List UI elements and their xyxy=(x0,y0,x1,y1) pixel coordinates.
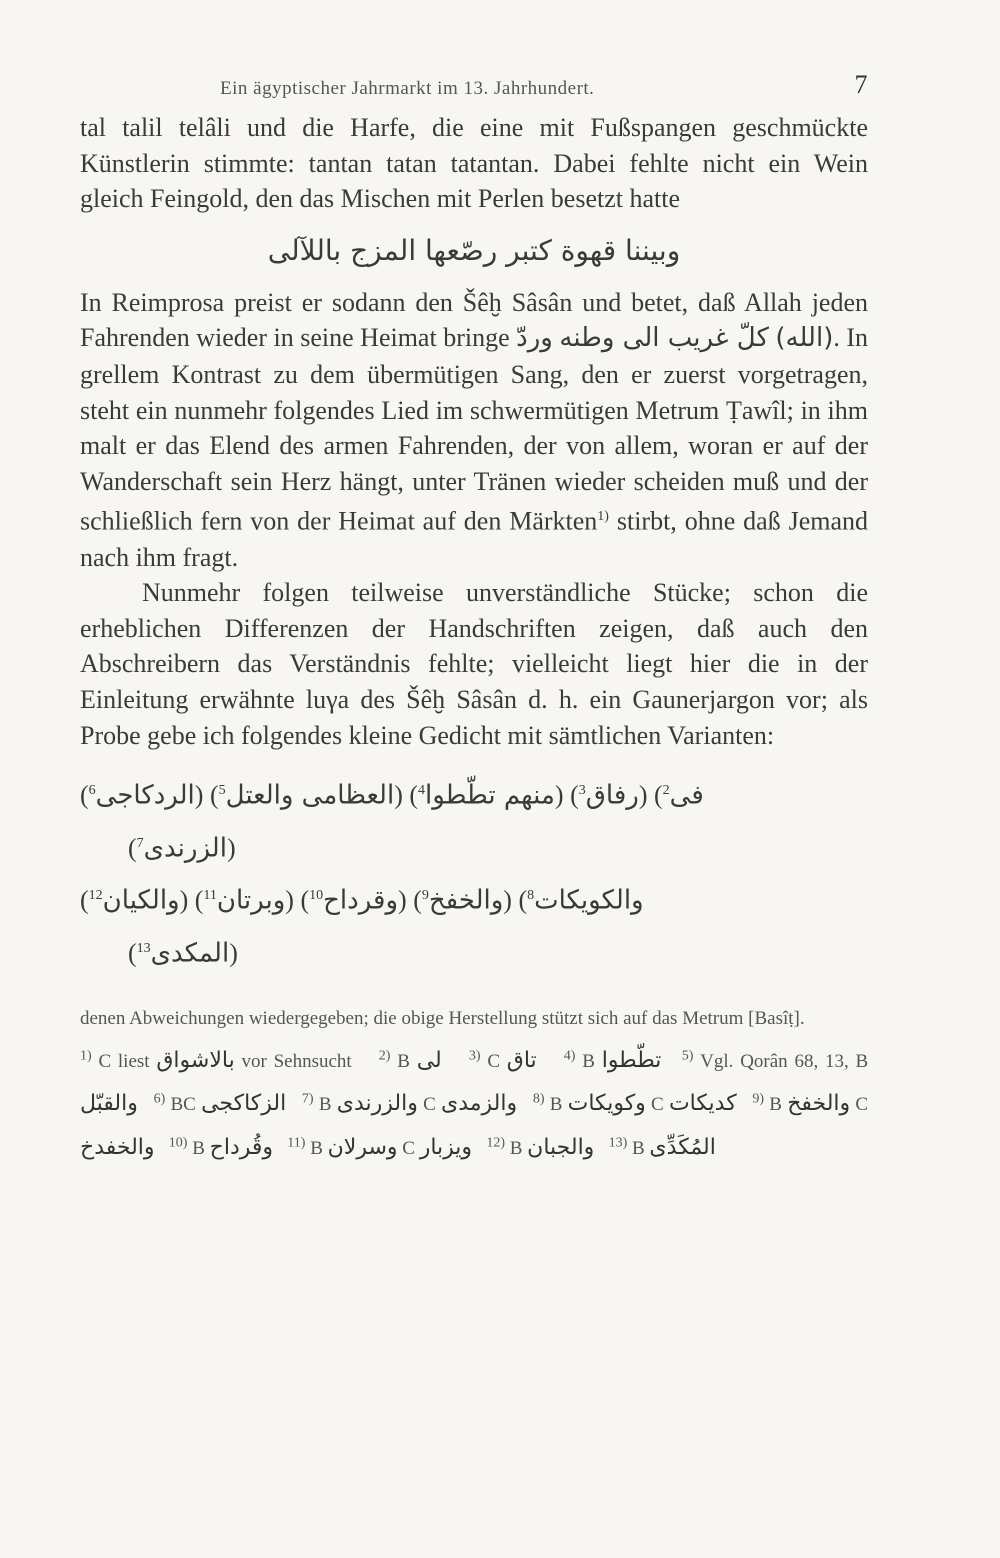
footnotes xyxy=(80,1000,868,1168)
running-head xyxy=(80,70,868,110)
variant-ref-8: 8 xyxy=(527,888,535,904)
running-title: Ein ägyptischer Jahrmarkt im 13. Jahrhundert. xyxy=(220,78,595,99)
variant-poem xyxy=(80,767,868,978)
variant-word: الردكاجى xyxy=(95,780,195,811)
variant-ref-7: 7 xyxy=(136,835,144,851)
page-number: 7 xyxy=(854,70,868,99)
variant-line-2: ($^7$الزرندى) xyxy=(128,833,236,864)
variant-ref-3: 3 xyxy=(578,783,586,799)
variant-line-3: ($^{12}$والكيان) ($^{11}$وبرتان) ($^{10}$وقرداح) ($^9$والخفخ) ($^8$والكويكات xyxy=(80,886,644,917)
variant-word: الزرندى xyxy=(143,833,227,864)
footnote-3: $^{3)}$ C تاق xyxy=(468,1048,537,1074)
footnote-10: $^{10)}$ B وقُرداح xyxy=(168,1134,274,1160)
variant-ref-11: 11 xyxy=(203,888,217,904)
variant-ref-12: 12 xyxy=(88,888,103,904)
variant-word: رفاق xyxy=(585,780,639,811)
paragraph-2-text-a: In Reimprosa preist er sodann den Šêḫ Sâsân und betet, daß Allah jeden Fahrenden wieder in seine Heimat bringe xyxy=(80,287,868,353)
variant-ref-6: 6 xyxy=(88,783,96,799)
arabic-phrase-1: وردّ xyxy=(516,323,553,354)
footnote-5: $^{5)}$ Vgl. Qorân 68, 13, B والقبّل xyxy=(80,1048,869,1117)
paragraph-1: tal talil telâli und die Harfe, die eine mit Fußspangen geschmückte Künstlerin stimmte: tantan tatan tatantan. Dabei fehlte nicht ein Wein gleich Feingold, den das Mischen mit Perlen besetzt hatte xyxy=(80,113,868,214)
footnote-6: $^{6)}$ BC الزكاكجى xyxy=(153,1091,287,1117)
variant-word: المكدى xyxy=(150,938,230,969)
footnote-9: $^{9)}$ B والخفخ C والخفدخ xyxy=(80,1091,869,1160)
arabic-verse: وبيننا قهوة كتبر رصّعها المزج باللآلى xyxy=(267,233,681,267)
variant-ref-10: 10 xyxy=(309,888,324,904)
footnote-4: $^{4)}$ B تطّطوا xyxy=(563,1048,662,1074)
variant-line-1: ($^6$الردكاجى) ($^5$العظامى والعتل) ($^4$منهم تطّطوا) ($^3$رفاق) ($^2$فى xyxy=(80,780,704,811)
paragraph-2-text-c: stirbt, ohne daß Jemand nach ihm fragt. xyxy=(80,507,868,572)
footnote-ref-1[interactable]: 1) xyxy=(597,509,609,525)
footnote-13: $^{13)}$ B المُكَدِّى xyxy=(608,1134,716,1160)
variant-word: والكويكات xyxy=(534,886,644,917)
footnote-11: $^{11)}$ B وسرلان C ويزبار xyxy=(287,1134,473,1160)
variant-word: منهم تطّطوا xyxy=(425,780,555,811)
book-page xyxy=(80,70,868,1168)
footnote-1: $^{1)}$ C liest بالاشواق vor Sehnsucht xyxy=(80,1048,352,1074)
paragraph-2 xyxy=(80,285,868,575)
variant-word: العظامى والعتل xyxy=(225,780,395,811)
main-text xyxy=(80,110,868,753)
variant-word: فى xyxy=(669,780,704,811)
variant-ref-13: 13 xyxy=(136,941,151,957)
variant-line-4: ($^{13}$المكدى) xyxy=(128,938,238,969)
variant-ref-2: 2 xyxy=(662,783,670,799)
variant-word: وقرداح xyxy=(323,886,399,917)
arabic-phrase-3: (الله) xyxy=(775,323,834,354)
paragraph-3: Nunmehr folgen teilweise unverständliche Stücke; schon die erheblichen Differenzen der Handschriften zeigen, daß auch den Abschreibern das Verständnis fehlte; vielleicht liegt hier die in der Einleitung erwähnte luγa des Šêḫ Sâsân d. h. ein Gaunerjargon vor; als Probe gebe ich folgendes kleine Gedicht mit sämtlichen Varianten: xyxy=(80,578,868,750)
paragraph-2-text-b: . In grellem Kontrast zu dem übermütigen Sang, den er zuerst vorgetragen, steht ein nunmehr folgendes Lied im schwermütigen Metrum Ṭawîl; in ihm malt er das Elend des armen Fahrenden, der von allem, woran er auf der Wanderschaft sein Herz hängt, unter Tränen wieder scheiden muß und der schließlich fern von der Heimat auf den Märkten xyxy=(80,323,869,536)
footnote-8: $^{8)}$ B وكويكات C كديكات xyxy=(532,1091,737,1117)
variant-ref-4: 4 xyxy=(418,783,426,799)
variant-word: والكيان xyxy=(102,886,180,917)
footnote-7: $^{7)}$ B والزرندى C والزمدى xyxy=(301,1091,518,1117)
arabic-phrase-2: كلّ غريب الى وطنه xyxy=(559,323,769,354)
footnote-12: $^{12)}$ B والجبان xyxy=(486,1134,595,1160)
variant-word: وبرتان xyxy=(216,886,286,917)
variant-word: والخفخ xyxy=(428,886,504,917)
variant-ref-5: 5 xyxy=(218,783,226,799)
variant-ref-9: 9 xyxy=(421,888,429,904)
footnote-intro: denen Abweichungen wiedergegeben; die obige Herstellung stützt sich auf das Metrum [Basîṭ]. xyxy=(80,1007,805,1029)
footnote-block xyxy=(80,1038,868,1168)
footnote-2: $^{2)}$ B لى xyxy=(378,1048,442,1074)
